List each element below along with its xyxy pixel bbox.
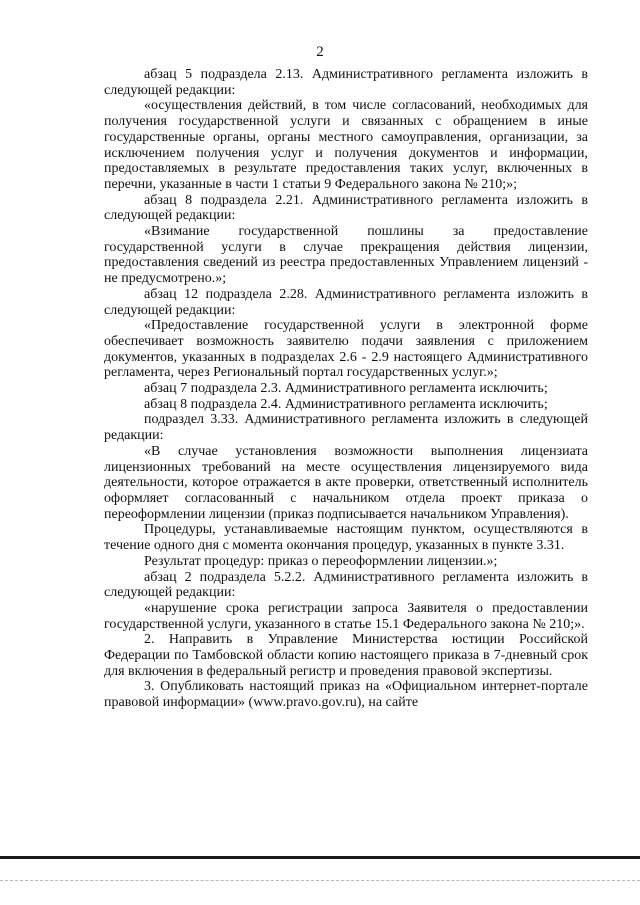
paragraph: абзац 12 подраздела 2.28. Административного регламента изложить в следующей редакции: <box>104 286 588 318</box>
paragraph: «Предоставление государственной услуги в электронной форме обеспечивает возможность заявителю подачи заявления с приложением документов, указанных в подразделах 2.6 - 2.9 настоящего Административного регламента, через Региональный портал государственных услуг.»; <box>104 318 588 381</box>
paragraph: «нарушение срока регистрации запроса Заявителя о предоставлении государственной услуги, указанного в статье 15.1 Федерального закона № 210;». <box>104 600 588 632</box>
footer-divider <box>0 856 640 859</box>
paragraph: 2. Направить в Управление Министерства юстиции Российской Федерации по Тамбовской области копию настоящего приказа в 7-дневный срок для включения в федеральный регистр и проведения правовой экспертизы. <box>104 632 588 679</box>
paragraph: абзац 5 подраздела 2.13. Административного регламента изложить в следующей редакции: <box>104 67 588 98</box>
scan-artifact-line <box>0 880 640 882</box>
paragraph: «осуществления действий, в том числе согласований, необходимых для получения государственной услуги и связанных с обращением в иные государственные органы, органы местного самоуправления, организации, за исключением получения услуг и получения документов и информации, предоставляемых в результате предоставления таких услуг, включенных в перечни, указанные в части 1 статьи 9 Федерального закона № 210;»; <box>104 98 588 192</box>
page-number: 2 <box>316 44 324 60</box>
document-body <box>104 67 588 711</box>
paragraph: абзац 8 подраздела 2.21. Административного регламента изложить в следующей редакции: <box>104 192 588 224</box>
paragraph: абзац 8 подраздела 2.4. Административного регламента исключить; <box>144 396 548 412</box>
paragraph: Процедуры, устанавливаемые настоящим пунктом, осуществляются в течение одного дня с момента окончания процедур, указанных в пункте 3.31. <box>104 522 588 554</box>
paragraph: абзац 7 подраздела 2.3. Административного регламента исключить; <box>144 381 548 397</box>
paragraph: «Взимание государственной пошлины за предоставление государственной услуги в случае прекращения действия лицензии, предоставления сведений из реестра предоставленных Управлением лицензий - не предусмотрено.»; <box>104 224 588 287</box>
paragraph: Результат процедур: приказ о переоформлении лицензии.»; <box>144 553 498 569</box>
paragraph: 3. Опубликовать настоящий приказ на «Официальном интернет-портале правовой информации» (www.pravo.gov.ru), на сайте <box>104 679 588 711</box>
paragraph: «В случае установления возможности выполнения лицензиата лицензионных требований на месте осуществления лицензируемого вида деятельности, которое отражается в акте проверки, ответственный исполнитель оформляет согласованный с начальником отдела проект приказа о переоформлении лицензии (приказ подписывается начальником Управления). <box>104 443 588 522</box>
paragraph: подраздел 3.33. Административного регламента изложить в следующей редакции: <box>104 412 588 444</box>
paragraph: абзац 2 подраздела 5.2.2. Административного регламента изложить в следующей редакции: <box>104 569 588 601</box>
